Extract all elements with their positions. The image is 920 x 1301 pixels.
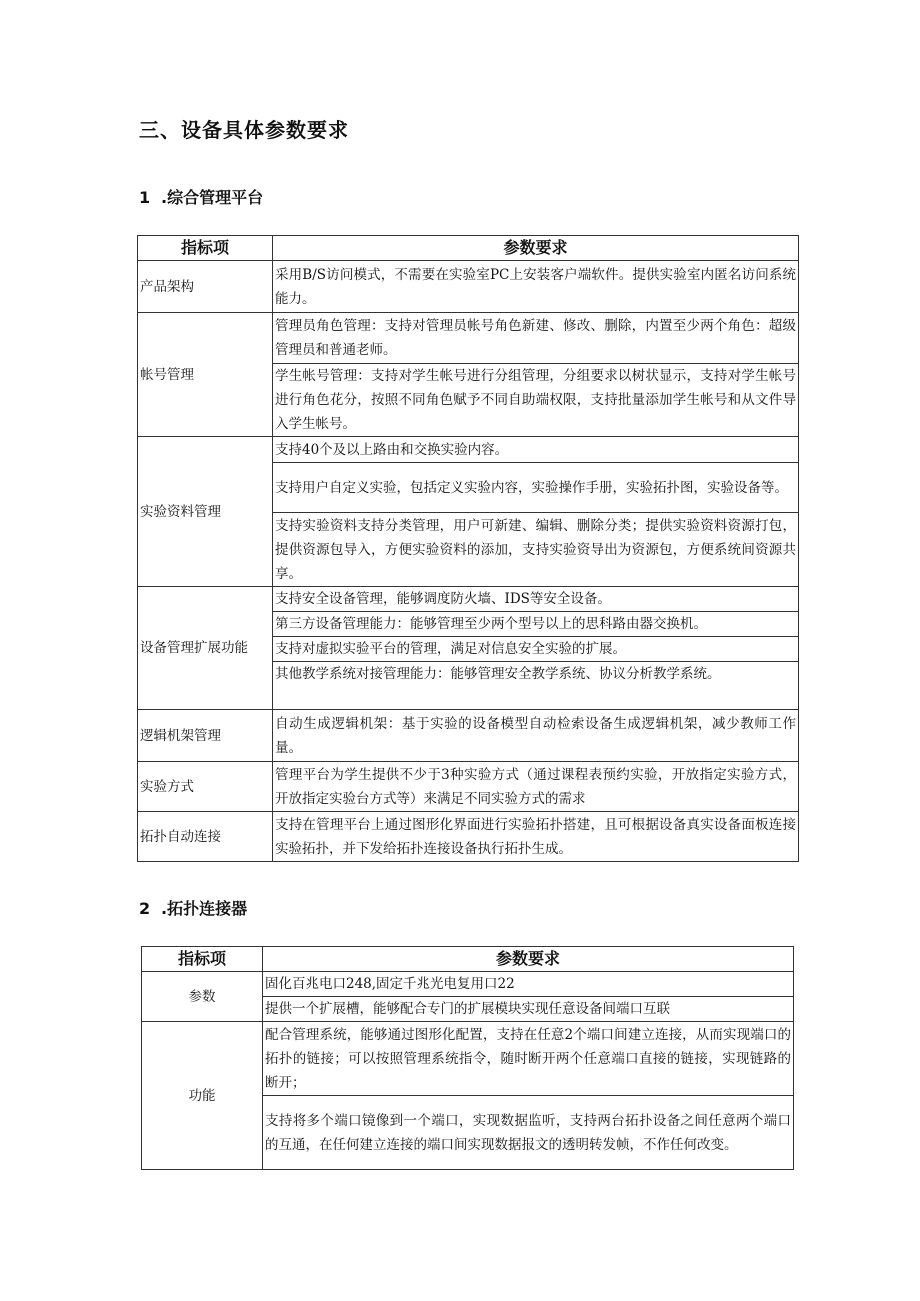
subsection-1-heading (139, 185, 263, 208)
subsection-2-number: 2 (139, 899, 151, 918)
table-row (142, 1022, 794, 1096)
table-row (138, 710, 799, 762)
row-label: 实验方式 (138, 762, 273, 812)
row-value: 支持安全设备管理，能够调度防火墙、IDS等安全设备。 (273, 587, 799, 612)
row-value: 配合管理系统，能够通过图形化配置，支持在任意2个端口间建立连接，从而实现端口的拓扑的链接；可以按照管理系统指令，随时断开两个任意端口直接的链接，实现链路的断开； (263, 1022, 794, 1096)
row-label: 拓扑自动连接 (138, 812, 273, 862)
row-value: 管理员角色管理：支持对管理员帐号角色新建、修改、删除，内置至少两个角色：超级管理员和普通老师。 (273, 313, 799, 364)
subsection-2-title: .拓扑连接器 (161, 899, 248, 918)
row-value: 支持在管理平台上通过图形化界面进行实验拓扑搭建，且可根据设备真实设备面板连接实验拓扑，并下发给拓扑连接设备执行拓扑生成。 (273, 812, 799, 862)
section-heading: 三、设备具体参数要求 (139, 118, 349, 142)
row-value: 提供一个扩展槽，能够配合专门的扩展模块实现任意设备间端口互联 (263, 997, 794, 1022)
row-value: 管理平台为学生提供不少于3种实验方式（通过课程表预约实验，开放指定实验方式，开放指定实验台方式等）来满足不同实验方式的需求 (273, 762, 799, 812)
row-value: 支持实验资料支持分类管理，用户可新建、编辑、删除分类；提供实验资料资源打包，提供资源包导入，方便实验资料的添加，支持实验资导出为资源包，方便系统间资源共享。 (273, 513, 799, 587)
table-row (138, 762, 799, 812)
table-row (138, 261, 799, 313)
table-row (138, 313, 799, 364)
row-value: 其他教学系统对接管理能力：能够管理安全教学系统、协议分析教学系统。 (273, 662, 799, 710)
row-label: 产品架构 (138, 261, 273, 313)
row-value: 支持对虚拟实验平台的管理，满足对信息安全实验的扩展。 (273, 637, 799, 662)
header-indicator: 指标项 (142, 947, 263, 972)
row-value: 自动生成逻辑机架：基于实验的设备模型自动检索设备生成逻辑机架，减少教师工作量。 (273, 710, 799, 762)
header-requirements: 参数要求 (263, 947, 794, 972)
row-value: 学生帐号管理：支持对学生帐号进行分组管理，分组要求以树状显示，支持对学生帐号进行角色花分，按照不同角色赋予不同自助端权限，支持批量添加学生帐号和从文件导入学生帐号。 (273, 364, 799, 437)
row-value: 固化百兆电口248,固定千兆光电复用口22 (263, 972, 794, 997)
row-label: 参数 (142, 972, 263, 1022)
table-header-row (138, 236, 799, 261)
table-row (142, 972, 794, 997)
platform-spec-table (137, 235, 799, 862)
row-label: 功能 (142, 1022, 263, 1170)
row-value: 采用B/S访问模式，不需要在实验室PC上安装客户端软件。提供实验室内匿名访问系统能力。 (273, 261, 799, 313)
row-value: 支持40个及以上路由和交换实验内容。 (273, 437, 799, 463)
table-row (138, 812, 799, 862)
subsection-2-heading (139, 896, 247, 919)
connector-spec-table (141, 946, 794, 1170)
table-row (138, 587, 799, 612)
subsection-1-number: 1 (139, 188, 151, 207)
row-label: 设备管理扩展功能 (138, 587, 273, 710)
row-value: 支持将多个端口镜像到一个端口，实现数据监听，支持两台拓扑设备之间任意两个端口的互通，在任何建立连接的端口间实现数据报文的透明转发帧，不作任何改变。 (263, 1096, 794, 1170)
table-header-row (142, 947, 794, 972)
subsection-1-title: .综合管理平台 (161, 188, 264, 207)
row-label: 实验资料管理 (138, 437, 273, 587)
row-label: 帐号管理 (138, 313, 273, 437)
row-value: 第三方设备管理能力：能够管理至少两个型号以上的思科路由器交换机。 (273, 612, 799, 637)
header-indicator: 指标项 (138, 236, 273, 261)
row-value: 支持用户自定义实验，包括定义实验内容，实验操作手册，实验拓扑图，实验设备等。 (273, 463, 799, 513)
row-label: 逻辑机架管理 (138, 710, 273, 762)
header-requirements: 参数要求 (273, 236, 799, 261)
table-row (138, 437, 799, 463)
